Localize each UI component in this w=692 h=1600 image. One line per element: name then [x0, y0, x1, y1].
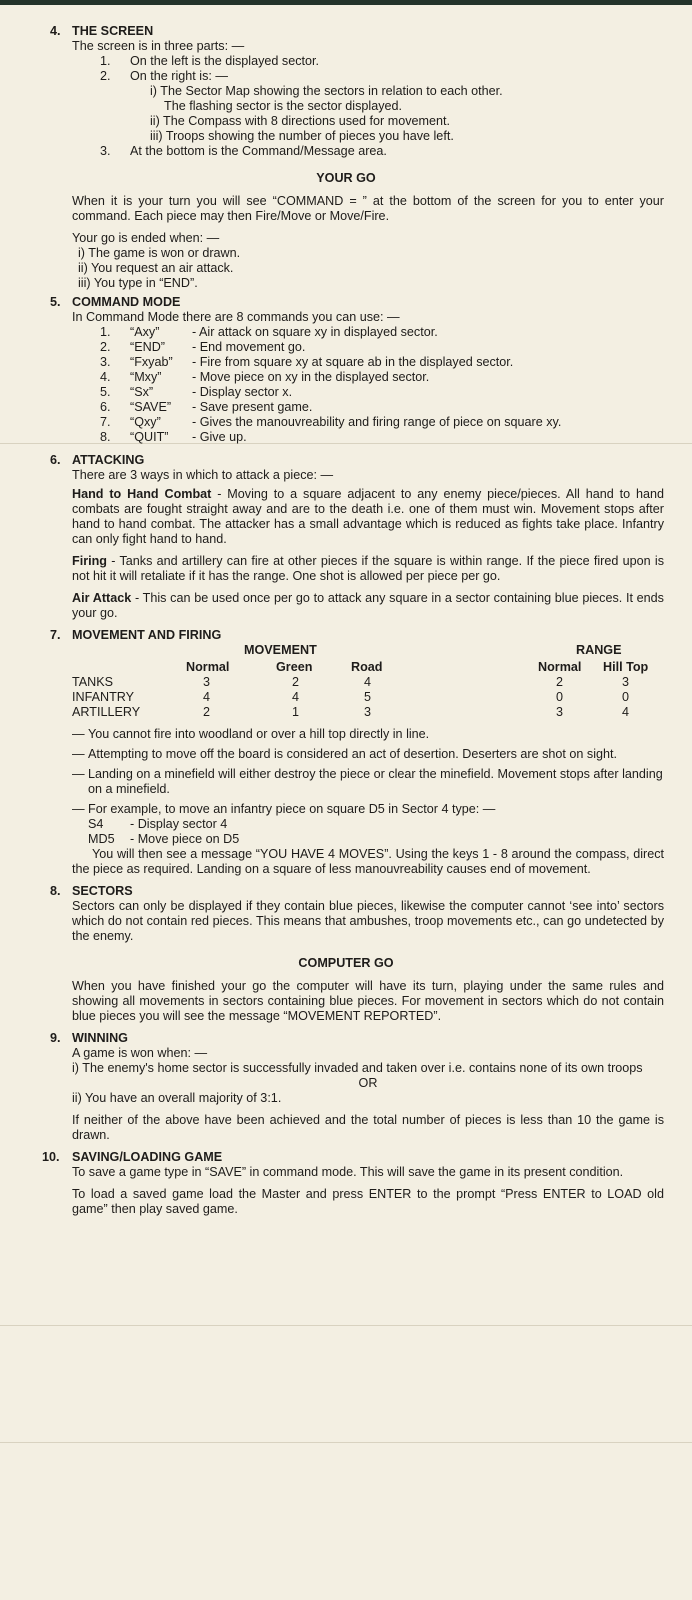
paragraph: Your go is ended when: — — [72, 231, 220, 245]
section-title: THE SCREEN — [72, 24, 154, 38]
sub-item-continued: The flashing sector is the sector displayed. — [164, 99, 403, 113]
movement-range-table — [72, 643, 664, 723]
column-header: Normal — [538, 660, 582, 674]
paragraph-firing: Firing - Tanks and artillery can fire at other pieces if the square is within range. If the piece fired upon is not hit it will retaliate if it has the range. One shot is allowed per piece per go. — [72, 554, 664, 583]
list-item: 3. At the bottom is the Command/Message area. — [100, 144, 387, 158]
section-intro: In Command Mode there are 8 commands you can use: — — [72, 310, 400, 324]
sub-item: i) The game is won or drawn. — [78, 246, 241, 260]
paragraph-air-attack: Air Attack - This can be used once per go to attack any square in a sector containing blue pieces. It ends your go. — [72, 591, 664, 620]
list-item: 2. On the right is: — — [100, 69, 228, 83]
section-number: 10. — [42, 1150, 60, 1164]
table-cell: 5 — [364, 690, 372, 704]
paragraph: When you have finished your go the computer will have its turn, playing under the same rules and showing all movements in sectors containing blue pieces. For movement in sectors which do not contain blue pieces you will see the message “MOVEMENT REPORTED”. — [72, 979, 664, 1023]
column-header: Normal — [186, 660, 230, 674]
list-item: 1. On the left is the displayed sector. — [100, 54, 320, 68]
section-sectors — [0, 884, 692, 899]
section-intro: The screen is in three parts: — — [72, 39, 245, 53]
section-title: WINNING — [72, 1031, 128, 1045]
note: — You cannot fire into woodland or over a hill top directly in line. — [72, 727, 430, 741]
column-header: Road — [351, 660, 383, 674]
table-group-header: MOVEMENT — [244, 643, 317, 657]
heading-computer-go: COMPUTER GO — [298, 956, 394, 970]
paragraph: You will then see a message “YOU HAVE 4 MOVES”. Using the keys 1 - 8 around the compass, direct the piece as required. Landing on a square of less manouvreability causes end of movement. — [72, 847, 664, 876]
section-saving-loading — [0, 1150, 692, 1165]
command-item: 1. “Axy” - Air attack on square xy in displayed sector. — [100, 325, 438, 339]
section-intro: A game is won when: — — [72, 1046, 208, 1060]
column-header: Green — [276, 660, 313, 674]
command-item: 8. “QUIT” - Give up. — [100, 430, 247, 444]
section-title: ATTACKING — [72, 453, 145, 467]
command-item: 6. “SAVE” - Save present game. — [100, 400, 313, 414]
sub-item: ii) The Compass with 8 directions used for movement. — [150, 114, 451, 128]
section-number: 7. — [50, 628, 61, 642]
paragraph: When it is your turn you will see “COMMAND = ” at the bottom of the screen for you to enter your command. Each piece may then Fire/Move or Move/Fire. — [72, 194, 664, 223]
row-label: INFANTRY — [72, 690, 135, 704]
table-cell: 4 — [364, 675, 372, 689]
table-cell: 0 — [556, 690, 564, 704]
command-item: 7. “Qxy” - Gives the manouvreability and firing range of piece on square xy. — [100, 415, 562, 429]
sub-item: ii) You request an air attack. — [78, 261, 234, 275]
section-number: 4. — [50, 24, 61, 38]
command-item: 4. “Mxy” - Move piece on xy in the displayed sector. — [100, 370, 430, 384]
section-title: MOVEMENT AND FIRING — [72, 628, 222, 642]
paragraph: To save a game type in “SAVE” in command mode. This will save the game in its present condition. — [72, 1165, 624, 1179]
section-title: SECTORS — [72, 884, 133, 898]
command-list — [72, 325, 664, 445]
table-cell: 2 — [556, 675, 564, 689]
winning-condition: i) The enemy's home sector is successfully invaded and taken over i.e. contains none of its own troops — [72, 1061, 643, 1075]
fold-line — [0, 1325, 692, 1326]
or-separator: OR — [358, 1076, 378, 1090]
section-screen — [0, 24, 692, 159]
row-label: TANKS — [72, 675, 114, 689]
section-title: COMMAND MODE — [72, 295, 181, 309]
paragraph: To load a saved game load the Master and press ENTER to the prompt “Press ENTER to LOAD old game” then play saved game. — [72, 1187, 664, 1216]
section-winning — [0, 1031, 692, 1061]
sub-item: iii) You type in “END”. — [78, 276, 198, 290]
section-number: 8. — [50, 884, 61, 898]
instructions-page — [0, 24, 692, 1224]
section-command-mode — [0, 295, 692, 445]
heading-your-go: YOUR GO — [316, 171, 376, 185]
table-cell: 3 — [622, 675, 630, 689]
note: — Landing on a minefield will either destroy the piece or clear the minefield. Movement stops after landing on a minefield. — [72, 767, 663, 796]
table-cell: 3 — [364, 705, 372, 719]
table-group-header: RANGE — [576, 643, 622, 657]
table-cell: 2 — [292, 675, 300, 689]
table-cell: 3 — [203, 675, 211, 689]
section-number: 5. — [50, 295, 61, 309]
sub-item: iii) Troops showing the number of pieces you have left. — [150, 129, 454, 143]
paragraph: Sectors can only be displayed if they contain blue pieces, likewise the computer cannot ‘see into’ sectors which do not contain red pieces. This means that ambushes, troop movements etc., can go undetected by the enemy. — [72, 899, 664, 943]
fold-line — [0, 1442, 692, 1443]
paragraph: If neither of the above have been achieved and the total number of pieces is less than 10 the game is drawn. — [72, 1113, 664, 1142]
column-header: Hill Top — [603, 660, 649, 674]
section-number: 9. — [50, 1031, 61, 1045]
example-line: MD5 - Move piece on D5 — [88, 832, 240, 846]
section-number: 6. — [50, 453, 61, 467]
paragraph-hand-to-hand: Hand to Hand Combat - Moving to a square adjacent to any enemy piece/pieces. All hand to hand combats are fought straight away and are to the death i.e. one of them must win. Movement stops after hand to hand combat. The attacker has a small advantage which is reduced as fights take place. Infantry can only fight hand to hand. — [72, 487, 664, 546]
command-item: 2. “END” - End movement go. — [100, 340, 306, 354]
section-attacking — [0, 453, 692, 483]
table-cell: 4 — [292, 690, 300, 704]
row-label: ARTILLERY — [72, 705, 141, 719]
note: — For example, to move an infantry piece on square D5 in Sector 4 type: — — [72, 802, 496, 816]
table-cell: 1 — [292, 705, 300, 719]
note: — Attempting to move off the board is considered an act of desertion. Deserters are shot on sight. — [72, 747, 617, 761]
winning-condition: ii) You have an overall majority of 3:1. — [72, 1091, 282, 1105]
term: Firing — [72, 554, 107, 568]
table-cell: 3 — [556, 705, 564, 719]
example-line: S4 - Display sector 4 — [88, 817, 228, 831]
section-intro: There are 3 ways in which to attack a piece: — — [72, 468, 334, 482]
table-cell: 0 — [622, 690, 630, 704]
command-item: 5. “Sx” - Display sector x. — [100, 385, 293, 399]
top-edge-band — [0, 0, 692, 5]
sub-item: i) The Sector Map showing the sectors in relation to each other. — [150, 84, 503, 98]
table-cell: 2 — [203, 705, 211, 719]
term: Hand to Hand Combat — [72, 487, 212, 501]
section-title: SAVING/LOADING GAME — [72, 1150, 223, 1164]
term: Air Attack — [72, 591, 132, 605]
section-movement-firing — [0, 628, 692, 643]
table-cell: 4 — [622, 705, 630, 719]
table-cell: 4 — [203, 690, 211, 704]
command-item: 3. “Fxyab” - Fire from square xy at square ab in the displayed sector. — [100, 355, 514, 369]
